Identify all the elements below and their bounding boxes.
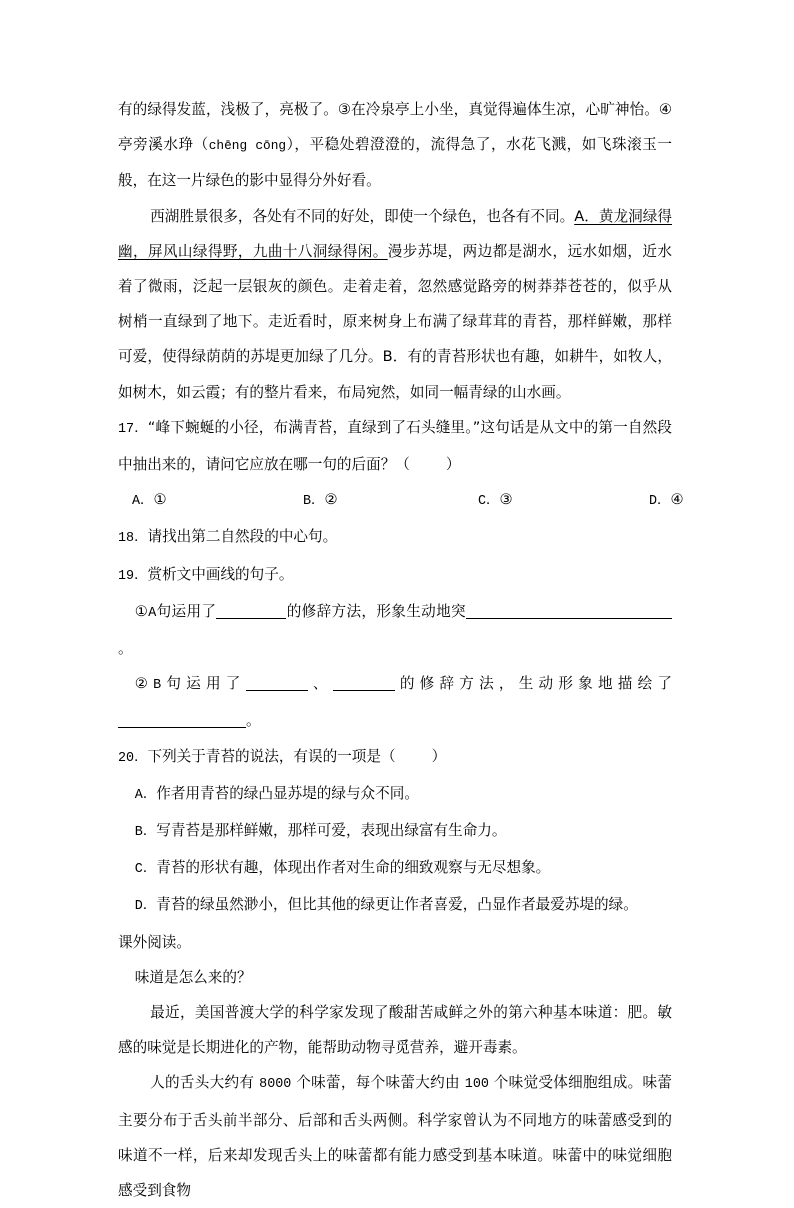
question-19-stem	[118, 557, 672, 594]
passage-p1-after-mark4-b: ），平稳处碧澄澄的，流得急了，水花飞溅，如飞珠滚玉一般，在这一片绿色的影中显得分外好看。	[118, 136, 672, 190]
s2-p2-b: 个味蕾，每个味蕾大约由	[291, 1074, 465, 1092]
sub-marker-2: ②	[134, 675, 154, 693]
option-17-a-text: ①	[153, 491, 167, 509]
sub-2-text-2: 的修辞方法，生动形象地描绘了	[394, 675, 672, 693]
blank-19-1-1[interactable]	[216, 604, 286, 619]
passage-paragraph-1-tail	[118, 92, 672, 199]
option-17-b-text: ②	[324, 491, 338, 509]
question-17-text: “峰下蜿蜒的小径，布满青苔，直绿到了石头缝里。”这句话是从文中的第一自然段中抽出来的，请问它应放在哪一句的后面？（	[118, 418, 672, 474]
option-17-c[interactable]	[478, 482, 649, 519]
question-17-options	[118, 482, 684, 519]
s2-p2-a: 人的舌头大约有	[150, 1074, 260, 1092]
option-20-c-sep: ．	[142, 862, 157, 878]
option-20-d-text: 青苔的绿虽然渺小，但比其他的绿更让作者喜爱，凸显作者最爱苏堤的绿。	[156, 896, 638, 914]
question-17-sep: ．	[134, 421, 148, 437]
sub-marker-1: ①	[134, 602, 149, 620]
sub-1-letter: A	[148, 605, 157, 621]
question-17-number: 17	[118, 421, 135, 437]
option-20-a-label: A	[134, 787, 143, 803]
taste-bud-count: 8000	[259, 1077, 292, 1093]
option-20-c-label: C	[134, 862, 143, 878]
option-20-b-sep: ．	[142, 825, 157, 841]
passage-p1-after-mark3: 在冷泉亭上小坐，真觉得遍体生凉，心旷神怡。	[351, 101, 659, 118]
blank-19-2-1[interactable]	[246, 676, 308, 691]
option-17-c-text: ③	[499, 491, 513, 509]
section-two-title: 味道是怎么来的？	[134, 968, 252, 986]
question-18-text: 请找出第二自然段的中心句。	[147, 528, 338, 546]
option-20-d-sep: ．	[142, 899, 157, 915]
question-18-stem	[118, 519, 672, 556]
blank-19-2-3[interactable]	[118, 713, 246, 728]
question-19-sub-2	[118, 666, 672, 738]
passage-p2-part-2: 漫步苏堤，两边都是湖水，远水如烟，近水着了微雨，泛起一层银灰的颜色。走着走着，忽然感觉路旁的树莽莽苍苍的，似乎从树梢一直绿到了地下。走近看时，原来树身上布满了绿茸茸的青苔，那样鲜嫩，那样可爱，使得绿荫荫的苏堤更加绿了几分。	[118, 242, 672, 366]
passage-paragraph-2	[118, 199, 672, 410]
sentence-b: B．有的青苔形状也有趣，如耕牛，如牧人，如树木，如云霞；有的整片看来，布局宛然，如同一幅青绿的山水画。	[118, 348, 672, 401]
underlined-sentence-a: A．黄龙洞绿得幽，屏风山绿得野，九曲十八洞绿得闲。	[118, 207, 672, 260]
option-20-c-text: 青苔的形状有趣，体现出作者对生命的细致观察与无尽想象。	[156, 859, 551, 877]
question-19-text: 赏析文中画线的句子。	[147, 565, 294, 583]
option-17-d[interactable]	[649, 482, 684, 519]
section-two-heading: 课外阅读。	[118, 933, 191, 951]
option-20-b-text: 写青苔是那样鲜嫩，那样可爱，表现出绿富有生命力。	[156, 822, 507, 840]
option-17-c-sep: ．	[486, 494, 500, 510]
option-17-a[interactable]	[132, 482, 303, 519]
sub-2-text-1: 句运用了	[161, 675, 246, 693]
section-two-paragraph-1: 最近，美国普渡大学的科学家发现了酸甜苦咸鲜之外的第六种基本味道：肥。敏感的味觉是长期进化的产物，能帮助动物寻觅营养，避开毒素。	[118, 1004, 672, 1057]
option-17-d-sep: ．	[657, 494, 671, 510]
blank-19-2-2[interactable]	[333, 676, 395, 691]
document-body	[118, 92, 684, 1208]
circled-number-4: ④	[658, 101, 672, 118]
option-20-a-text: 作者用青苔的绿凸显苏堤的绿与众不同。	[156, 784, 419, 802]
question-18-number: 18	[118, 531, 135, 547]
passage-p1-before-mark3: 有的绿得发蓝，浅极了，亮极了。	[118, 101, 338, 118]
option-20-a-sep: ．	[142, 787, 157, 803]
option-17-b-sep: ．	[311, 494, 325, 510]
option-17-a-sep: ．	[140, 494, 154, 510]
option-20-b-label: B	[134, 825, 143, 841]
pinyin-annotation: chēng cōng	[208, 138, 287, 154]
question-20-close-paren: ）	[431, 747, 447, 765]
sub-2-text-3: 。	[246, 712, 261, 730]
sub-2-letter: B	[153, 678, 162, 694]
receptor-cell-count: 100	[464, 1077, 489, 1093]
question-20-stem	[118, 739, 672, 776]
question-20-sep: ．	[134, 750, 148, 766]
option-17-a-label: A	[132, 494, 141, 510]
question-17-stem	[118, 410, 672, 482]
question-18-sep: ．	[134, 531, 148, 547]
circled-number-3: ③	[337, 101, 352, 118]
section-two-paragraph-2	[118, 1065, 672, 1208]
blank-19-1-2[interactable]	[466, 604, 672, 619]
s2-p2-c: 个味觉受体细胞组成。味蕾主要分布于舌头前半部分、后部和舌头两侧。科学家曾认为不同地方的味蕾感受到的味道不一样，后来却发现舌头上的味蕾都有能力感受到基本味道。味蕾中的味觉细胞感受到食物	[118, 1074, 673, 1200]
question-20-text: 下列关于青苔的说法，有误的一项是（	[147, 747, 396, 765]
option-17-d-label: D	[649, 494, 658, 510]
option-17-c-label: C	[478, 494, 487, 510]
question-17-close-paren: ）	[445, 456, 461, 474]
question-19-sep: ．	[134, 568, 148, 584]
option-17-b-label: B	[303, 494, 312, 510]
passage-p1-after-mark4-a: 亭旁溪水琤（	[118, 136, 209, 154]
sub-1-text-2: 的修辞方法，形象生动地突	[286, 602, 466, 620]
option-20-a[interactable]	[118, 776, 672, 813]
question-19-number: 19	[118, 568, 135, 584]
question-20-number: 20	[118, 750, 135, 766]
option-17-d-text: ④	[670, 491, 684, 509]
passage-p2-part-1: 西湖胜景很多，各处有不同的好处，即使一个绿色，也各有不同。	[150, 207, 575, 225]
sub-1-text-1: 句运用了	[156, 602, 217, 620]
option-17-b[interactable]	[303, 482, 478, 519]
question-19-sub-1	[118, 594, 672, 666]
option-20-d[interactable]	[118, 887, 672, 924]
sub-2-sep: 、	[307, 675, 333, 693]
option-20-d-label: D	[134, 899, 143, 915]
sub-1-text-3: 。	[118, 640, 133, 658]
option-20-c[interactable]	[118, 850, 672, 887]
option-20-b[interactable]	[118, 813, 672, 850]
